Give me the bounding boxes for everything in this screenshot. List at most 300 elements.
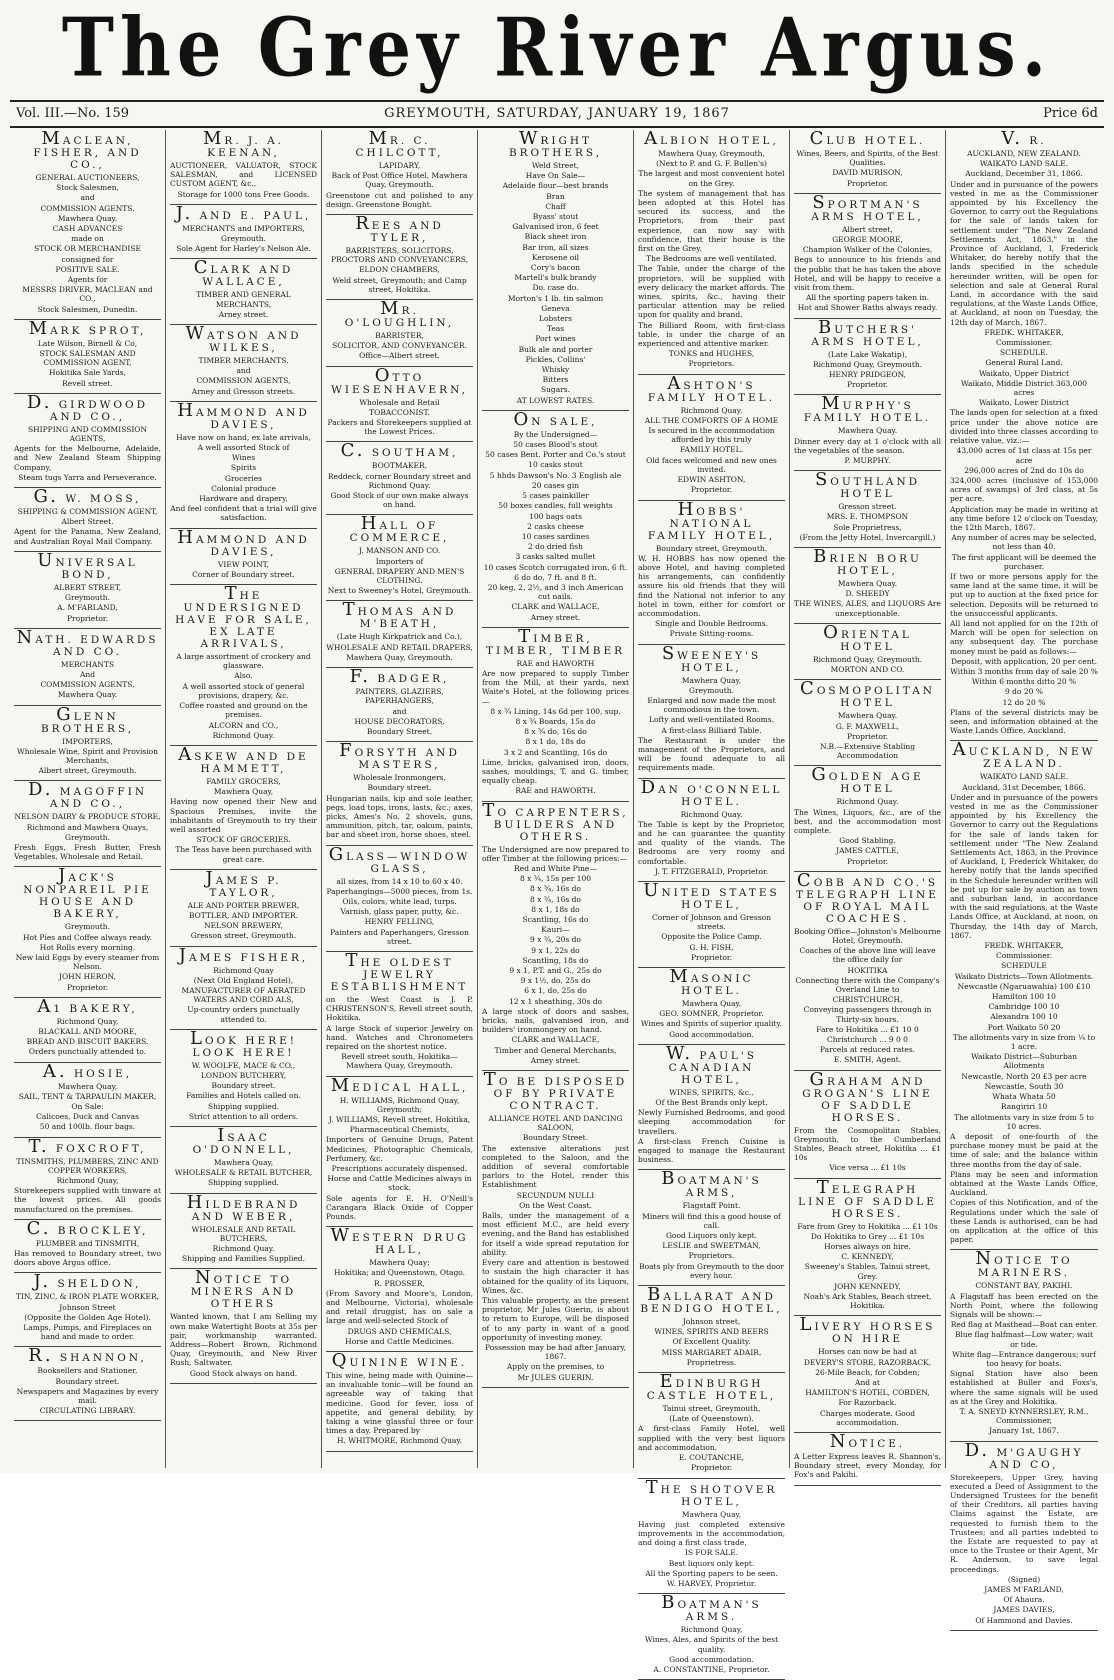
advertisement-heading: THOMAS AND M'BEATH,: [342, 599, 457, 631]
advertisement-line: The Billiard Room, with first-class table, is under the charge of an experienced and attentive marker.: [638, 320, 785, 349]
advertisement-line: Oils, colors, white lead, turps.: [342, 896, 457, 906]
advertisement-heading: JAMES P. TAYLOR,: [205, 867, 282, 899]
advertisement-line: HENRY PRIDGEON,: [828, 370, 907, 380]
advertisement-line: Under and in pursuance of the powers vested in me as the Commissioner appointed by his Excellency the Governor, to carry out the Regulations for the sale of lands taken for settlement under "The New Zealand Settlements Act, 1863," in the Province of Auckland, I, Frederick Whitaker, do hereby notify that the lands specified in the schedule hereunder written, will be open for selection and sale at General Rural Land, in accordance with the said regulations, at the Waste Lands Office, at Auckland, at noon on Tuesday, the 12th day of March, 1867.: [950, 179, 1098, 327]
advertisement-heading: V. R.: [1001, 128, 1047, 149]
advertisement-line: Waikato District—Suburban Allotments: [970, 1052, 1078, 1071]
advertisement-line: PLUMBER and TINSMITH,: [35, 1238, 140, 1248]
advertisement-line: Vice versa ... £1 10s: [829, 1163, 906, 1173]
advertisement-line: Port Waikato 50 20: [987, 1022, 1061, 1032]
advertisement-line: T. A. SNEYD KYNNERSLEY, R.M., Commissioner,: [959, 1406, 1089, 1426]
advertisement-heading: THE SHOTOVER HOTEL,: [645, 1476, 778, 1508]
advertisement-line: (Next to P. and G. F. Bullen's): [656, 159, 767, 169]
advertisement-line: A first-class Family Hotel, well supplied with the very best liquors and accommodation.: [638, 1424, 785, 1452]
advertisement-line: 9 x 1½, do, 25s do: [520, 976, 591, 986]
advertisement: [794, 869, 941, 1071]
advertisement-line: Balls, under the management of a most efficient M.C., are held every evening, and the Band has established for itself a wide spread reputation for ability.: [482, 1211, 629, 1257]
advertisement-line: Colonial produce: [211, 483, 276, 493]
advertisement-line: Proprietors.: [688, 1251, 735, 1261]
advertisement-line: By the Undersigned—: [513, 429, 598, 439]
advertisement-line: (Opposite the Golden Age Hotel).: [24, 1312, 151, 1322]
advertisement-line: Byass' stout: [532, 212, 579, 222]
advertisement-line: Dinner every day at 1 o'clock with all the vegetables of the season.: [794, 436, 941, 455]
advertisement-line: Greymouth.: [65, 922, 110, 932]
advertisement-line: Greymouth.: [221, 234, 266, 244]
advertisement-line: Wholesale Ironmongers,: [353, 773, 446, 783]
advertisement: [14, 130, 161, 320]
advertisement-line: 20 cases gin: [531, 480, 580, 490]
advertisement-line: Richmond Quay,: [56, 1176, 119, 1185]
advertisement-line: A. CONSTANTINE, Proprietor.: [653, 1664, 770, 1674]
advertisement-line: Boundary street, Greymouth.: [655, 543, 768, 553]
advertisement-line: Port wines: [535, 334, 576, 344]
advertisement-line: Proprietor.: [690, 485, 733, 495]
advertisement-line: WHOLESALE AND RETAIL BUTCHERS,: [191, 1224, 296, 1243]
advertisement-line: CIRCULATING LIBRARY.: [39, 1406, 136, 1416]
advertisement-line: 12 x 1 sheathing, 30s do: [508, 996, 603, 1006]
advertisement-heading: BRIEN BORU HOTEL,: [813, 546, 922, 578]
advertisement-line: CLARK and WALLACE,: [511, 1035, 600, 1045]
advertisement-line: and: [392, 706, 407, 716]
advertisement-line: Enlarged and now made the most commodious in the town.: [647, 695, 776, 715]
advertisement-line: Wholesale and Retail: [359, 397, 440, 407]
advertisement-line: GENERAL AUCTIONEERS,: [35, 173, 140, 182]
advertisement-line: Gresson street.: [838, 502, 897, 512]
advertisement-line: 8 x 1, 18s do: [531, 904, 580, 914]
advertisement: [170, 259, 317, 325]
advertisement-line: 8 x 1 do, 18s do: [525, 737, 586, 747]
advertisement-heading: GRAHAM AND GROGAN'S LINE OF SADDLE HORSES.: [802, 1068, 933, 1124]
advertisement-heading: W. PAUL'S CANADIAN HOTEL,: [665, 1042, 757, 1086]
advertisement-line: 9 x ¾, 20s do: [530, 935, 581, 945]
advertisement-line: Bitters: [542, 375, 569, 385]
advertisement-line: Coffee roasted and ground on the premises.: [179, 701, 308, 720]
advertisement-line: And feel confident that a trial will give satisfaction.: [170, 504, 317, 523]
advertisement: [326, 515, 473, 601]
advertisement-heading: R. SHANNON,: [28, 1345, 147, 1367]
advertisement-line: Coaches of the above line will leave the office daily for: [799, 946, 936, 965]
advertisement-line: Stock Salesmen,: [56, 183, 119, 193]
advertisement-line: DRUGS AND CHEMICALS,: [347, 1326, 452, 1336]
advertisement-heading: J. AND E. PAUL,: [175, 202, 312, 224]
advertisement-line: BARRISTERS, SOLICITORS, PROCTORS AND CONVEYANCERS,: [330, 246, 469, 265]
advertisement: [14, 626, 161, 706]
advertisement-heading: HALL OF COMMERCE,: [349, 513, 450, 545]
advertisement: [326, 130, 473, 215]
advertisement-line: Lobsters: [538, 314, 573, 324]
advertisement-line: Waikato, Middle District 363,000 acres: [960, 378, 1087, 398]
advertisement-line: made on: [71, 234, 104, 244]
advertisement-line: This valuable property, as the present proprietor, Mr Jules Guerin, is about to return to Europe, will be disposed of to any party in want of a good opportunity of investing money.: [482, 1295, 629, 1342]
advertisement-heading: MR. O'LOUGHLIN,: [344, 298, 455, 330]
advertisement-line: TOBACCONIST.: [369, 407, 430, 417]
advertisement-line: Hungarian nails, kip and sole leather, pegs, load tops, irons, lasts, &c.; axes, picks, Ames's No. 2 shovels, guns, ammunition, pitch, tar, oakum, paints, bar and sheet iron, horse shoes, steel.: [326, 793, 473, 840]
advertisement-line: Proprietor.: [690, 952, 733, 962]
advertisement-line: 50 and 100lb. flour bags.: [39, 1122, 136, 1132]
advertisement-line: Begs to announce to his friends and the public that he has taken the above Hotel, and will be happy to receive a visit from them.: [794, 255, 941, 293]
advertisement-line: Red and White Pine—: [514, 863, 597, 873]
advertisement-line: LESLIE and SWEETMAN,: [662, 1241, 761, 1251]
advertisement-line: J. MANSON AND CO.: [358, 546, 441, 556]
advertisement-line: JOHN KENNEDY,: [834, 1281, 901, 1291]
advertisement-line: (Late of Queenstown).: [669, 1414, 754, 1424]
advertisement-line: MESSRS DRIVER, MACLEAN and CO.,: [22, 285, 153, 304]
advertisement-line: HOKITIKA: [847, 965, 888, 975]
advertisement-line: SAIL, TENT & TARPAULIN MAKER,: [18, 1091, 157, 1101]
advertisement-line: 9 x 1, 22s do: [531, 945, 580, 955]
advertisement-line: Up-country orders punctually attended to.: [187, 1005, 300, 1024]
advertisement-line: NELSON BREWERY,: [204, 921, 283, 931]
advertisement-line: TIN, ZINC, & IRON PLATE WORKER,: [15, 1292, 160, 1302]
advertisement-line: Also,: [234, 671, 253, 681]
advertisement-line: 2 casks cheese: [527, 521, 584, 531]
advertisement: [482, 1071, 629, 1388]
issue-price: Price 6d: [1043, 106, 1098, 121]
advertisement-line: A large assortment of crockery and glassware.: [176, 652, 311, 671]
advertisement-line: MRS. E. THOMPSON: [826, 512, 909, 522]
newspaper-title: The Grey River Argus.: [61, 0, 1053, 96]
advertisement-line: SHIPPING & COMMISSION AGENT,: [17, 507, 158, 517]
advertisement-line: Richmond Quay.: [212, 1244, 275, 1253]
advertisement-line: on the West Coast is J. P. CHRISTENSON'S, Revell street south, Hokitika.: [326, 994, 473, 1023]
advertisement-line: Newspapers and Magazines by every mail.: [16, 1386, 159, 1406]
advertisement-line: Importers of: [375, 556, 424, 566]
advertisement-heading: NOTICE TO MINERS AND OTHERS: [190, 1267, 297, 1311]
advertisement-line: SHIPPING AND COMMISSION AGENTS,: [27, 424, 148, 444]
advertisement-line: C. KENNEDY,: [841, 1252, 894, 1262]
advertisement-line: Every care and attention is bestowed to sustain the high character it has obtained for the quality of its Liquors, Wines, &c.: [482, 1258, 629, 1295]
columns-container: [10, 128, 1104, 1674]
advertisement-line: CONSTANT BAY, PAKIHI.: [975, 1281, 1073, 1291]
advertisement: [794, 130, 941, 194]
advertisement-line: BARRISTER,: [375, 331, 424, 341]
advertisement-line: WINES, SPIRITS, &c.,: [669, 1087, 754, 1097]
advertisement: [482, 799, 629, 1071]
advertisement-line: Mawhera Quay, Greymouth,: [658, 149, 765, 158]
advertisement-line: FREDK. WHITAKER,: [984, 941, 1064, 951]
advertisement-line: ALE AND PORTER BREWER,: [187, 900, 300, 910]
advertisement-line: (Signed): [1007, 1574, 1041, 1584]
advertisement: [794, 471, 941, 548]
advertisement-line: 26-Mile Beach, for Cobden;: [815, 1367, 920, 1377]
advertisement-line: This wine, being made with Quinine—an invaluable tonic—will be found an agreeable way of taking that medicine. Good for fever, loss of appetite, and general debility, by taking a wine glassful three or four times a day. Prepared by: [326, 1371, 473, 1436]
advertisement-line: Boundary Street.: [522, 1133, 589, 1143]
advertisement-heading: ORIENTAL HOTEL: [823, 621, 912, 653]
advertisement-line: COMMISSION AGENTS,: [40, 680, 135, 690]
advertisement-line: On Sale:: [71, 1101, 104, 1111]
advertisement-line: H. WILLIAMS, Richmond Quay, Greymouth;: [339, 1095, 460, 1114]
advertisement-line: Proprietor.: [846, 731, 889, 741]
advertisement-line: BOTTLER, AND IMPORTER.: [188, 910, 299, 920]
advertisement-heading: MURPHY'S FAMILY HOTEL.: [803, 393, 932, 425]
advertisement-line: CLARK and WALLACE,: [511, 602, 600, 612]
advertisement-line: SECUNDUM NULLI: [516, 1190, 595, 1200]
advertisement-heading: HAMMOND AND DAVIES,: [177, 526, 310, 558]
advertisement-line: Horses always on hire.: [824, 1242, 911, 1251]
advertisement: [638, 879, 785, 968]
advertisement-heading: A. HOSIE,: [42, 1060, 133, 1082]
advertisement-line: 50 boxes candles, full weights: [498, 501, 613, 511]
advertisement-line: Paperhangings—5000 pieces, from 1s.: [326, 886, 473, 896]
advertisement-line: Hokitika; and Queenstown, Otago.: [333, 1268, 466, 1278]
advertisement-line: Have On Sale—: [525, 171, 586, 181]
advertisement: [326, 1227, 473, 1352]
advertisement-line: WHOLESALE AND RETAIL DRAPERS,: [326, 642, 473, 652]
advertisement-line: Richmond Quay.: [680, 405, 743, 415]
advertisement-line: A. M'FARLAND,: [57, 603, 118, 613]
advertisement: [14, 391, 161, 488]
advertisement-line: FAMILY HOTEL.: [680, 445, 743, 455]
advertisement-line: Blue flag halfmast—Low water; wait or tide.: [954, 1330, 1094, 1349]
advertisement-line: Horse and Cattle Medicines always in stock.: [327, 1174, 472, 1193]
advertisement-heading: F. BADGER,: [349, 666, 450, 688]
advertisement-heading: TIMBER, TIMBER, TIMBER: [485, 625, 626, 657]
advertisement-line: For Razorback.: [838, 1398, 897, 1408]
advertisement-line: The Undersigned are now prepared to offer Timber at the following prices:—: [482, 844, 629, 863]
advertisement: [14, 867, 161, 997]
advertisement-line: Proprietor.: [846, 178, 889, 188]
advertisement-line: Richmond Quay.: [680, 809, 743, 819]
advertisement: [170, 585, 317, 746]
advertisement-line: Good Stabling.: [839, 836, 896, 846]
advertisement-line: W. HARVEY, Proprietor.: [666, 1578, 757, 1588]
advertisement: [638, 372, 785, 501]
advertisement-line: ALBERT STREET,: [53, 582, 122, 592]
advertisement-line: Boundary street.: [211, 1081, 276, 1091]
advertisement-line: Richmond Quay, Greymouth.: [812, 359, 923, 369]
advertisement-line: Lamps, Pumps, and Fireplaces on hand and made to order.: [23, 1323, 152, 1342]
advertisement-line: All land not applied for on the 12th of March will be open for selection on any subsequent day. The purchase money must be paid as follows:—: [950, 618, 1098, 656]
advertisement-heading: THE OLDEST JEWELRY ESTABLISHMENT: [330, 949, 469, 993]
advertisement-line: BOOTMAKER,: [371, 461, 428, 471]
advertisement: [794, 548, 941, 624]
advertisement-line: A first-class French Cuisine is engaged to manage the Restaurant business.: [638, 1136, 785, 1165]
advertisement-line: G. F. MAXWELL,: [835, 721, 900, 731]
advertisement-line: Auckland, December 31, 1866.: [965, 169, 1083, 179]
advertisement-line: Good Liquors only kept.: [665, 1231, 758, 1241]
advertisement-line: 100 bags oats: [529, 511, 582, 521]
advertisement-line: The first applicant will be deemed the purchaser.: [951, 552, 1097, 571]
advertisement-line: J. WILLIAMS, Revell street, Hokitika,: [328, 1114, 471, 1124]
advertisement-line: Groceries: [224, 473, 262, 483]
advertisement-line: Wanted known, that I am Selling my own make Watertight Boots at 35s per pair, workmanship warranted. Address—Robert Brown, Richmond Quay, Greymouth, and New River Rush, Saltwater.: [170, 1312, 317, 1368]
advertisement-line: STOCK OF GROCERIES.: [196, 835, 291, 845]
advertisement-heading: COBB AND CO.'S TELEGRAPH LINE OF ROYAL MAIL COACHES.: [796, 869, 939, 925]
advertisement: [170, 202, 317, 260]
advertisement-line: The lands open for selection at a fixed price under the above notice are divided into three classes according to relative value, viz.:—: [950, 408, 1098, 446]
advertisement-line: GENERAL DRAPERY AND MEN'S CLOTHING.: [334, 566, 465, 586]
advertisement-heading: SOUTHLAND HOTEL: [814, 469, 921, 501]
advertisement: [14, 1217, 161, 1274]
advertisement-line: Richmond Quay,: [56, 1016, 119, 1026]
advertisement-line: H. WHITMORE, Richmond Quay.: [336, 1436, 463, 1446]
advertisement-line: Single and Double Bedrooms.: [655, 619, 768, 629]
advertisement-heading: THE UNDERSIGNED HAVE FOR SALE, EX LATE ARRIVALS,: [175, 583, 312, 651]
advertisement-line: Noah's Ark Stables, Beach street, Hokitika.: [803, 1292, 932, 1311]
advertisement-line: Pickles, Collins': [525, 354, 586, 364]
advertisement-line: Deposit, with application, 20 per cent.: [951, 656, 1097, 666]
advertisement-line: Fresh Eggs, Fresh Butter, Fresh Vegetables, Wholesale and Retail.: [14, 842, 161, 862]
advertisement-line: all sizes, from 14 x 10 to 60 x 40.: [336, 876, 463, 886]
advertisement-line: 10 cases Scotch corrugated iron, 6 ft.: [483, 562, 628, 572]
advertisement-line: Fare from Grey to Hokitika ... £1 10s: [797, 1221, 938, 1231]
advertisement-line: Corner of Johnson and Gresson streets.: [651, 912, 772, 932]
advertisement-line: Hot and Shower Baths always ready.: [797, 303, 938, 313]
advertisement-line: Any number of acres may be selected, not less than 40.: [951, 533, 1097, 552]
advertisement: [950, 1250, 1098, 1441]
advertisement-line: Boats ply from Greymouth to the door every hour.: [639, 1261, 784, 1280]
advertisement-line: Mawhera Quay.: [837, 579, 898, 589]
advertisement-line: RAE and HAWORTH.: [515, 786, 596, 796]
advertisement-line: Kauri—: [541, 925, 570, 935]
advertisement-line: Mawhera Quay, Greymouth.: [346, 652, 453, 662]
advertisement-line: Booksellers and Stationer,: [37, 1366, 138, 1376]
advertisement-heading: D. GIRDWOOD AND CO.,: [26, 391, 149, 423]
advertisement-heading: TELEGRAPH LINE OF SADDLE HORSES.: [798, 1176, 937, 1220]
advertisement-line: Within 3 months from day of sale 20 %: [950, 666, 1098, 676]
advertisement-line: The Bedrooms are well ventilated.: [646, 254, 777, 264]
advertisement-line: 8 x ¾, 16s do: [530, 894, 581, 904]
newspaper-column-7: [946, 128, 1102, 1625]
advertisement: [326, 300, 473, 367]
advertisement-heading: HAMMOND AND DAVIES,: [177, 399, 310, 431]
advertisement-heading: AUCKLAND, NEW ZEALAND.: [952, 739, 1096, 771]
advertisement: [326, 601, 473, 668]
advertisement-line: Galvanised iron, 6 feet: [512, 222, 599, 232]
advertisement: [794, 1433, 941, 1486]
advertisement: [170, 1027, 317, 1127]
advertisement: [14, 549, 161, 629]
advertisement-line: Adelaide flour—best brands: [502, 181, 609, 191]
advertisement-line: Possession may be had after January, 1867.: [484, 1342, 627, 1362]
advertisement-line: A large stock of doors and sashes, bricks, nails, galvanised iron, and builders' ironmongery on hand.: [482, 1006, 629, 1035]
advertisement: [638, 1170, 785, 1286]
advertisement-heading: ASKEW AND DE HAMMETT,: [178, 743, 309, 775]
advertisement-line: Hokitika Sale Yards,: [48, 368, 127, 378]
advertisement-line: Johnson street,: [682, 1317, 741, 1327]
advertisement: [14, 488, 161, 552]
advertisement: [638, 1373, 785, 1478]
advertisement-line: Next to Sweeney's Hotel, Greymouth.: [327, 586, 472, 596]
advertisement-line: If two or more persons apply for the same land at the same time, it will be put up to auction at the fixed price for selection. Deposits will be returned to the unsuccessful applicants.: [950, 571, 1098, 618]
advertisement-line: 50 cases Blood's stout: [513, 440, 598, 450]
advertisement-line: Of Ahaura.: [1003, 1595, 1045, 1605]
advertisement-line: GEORGE MOORE,: [832, 235, 903, 245]
advertisement-line: 9 x 1, P.T. and G., 25s do: [509, 966, 602, 976]
advertisement-line: Under and in pursuance of the powers vested in me as the Commissioner appointed by his Excellency the Governor to carry out the Regulations for the sale of lands taken for settlement under "The New Zealand Settlements Act, 1863, in the Province of Auckland, I, Frederick Whitaker, do hereby notify that the lands specified in the Schedule hereunder written will be put up for sale by auction as town and suburban land, in accordance with the said regulations, at the Waste Lands Office, at Auckland, at noon, on Thursday, the 14th day of March, 1867.: [950, 792, 1098, 940]
advertisement-line: Shipping supplied.: [207, 1101, 280, 1111]
advertisement-line: Johnson Street: [59, 1302, 116, 1312]
advertisement-line: Whata Whata 50: [992, 1092, 1056, 1102]
advertisement-line: Lofty and well-ventilated Rooms.: [648, 715, 775, 725]
advertisement: [170, 130, 317, 205]
advertisement-line: Sole Agent for Harley's Nelson Ale.: [176, 244, 311, 254]
advertisement-heading: J. SHELDON,: [33, 1271, 142, 1293]
advertisement: [326, 442, 473, 515]
advertisement: [14, 317, 161, 394]
advertisement-line: Wines and Spirits of superior quality.: [640, 1019, 783, 1029]
advertisement-line: January 1st, 1867.: [989, 1426, 1059, 1436]
advertisement-line: WINES, SPIRITS AND BEERS: [654, 1327, 769, 1337]
advertisement-line: Richmond Quay.: [212, 730, 275, 740]
advertisement-line: 324,000 acres (inclusive of 153,000 acres of swamps) of 3rd class, at 5s per acre.: [950, 475, 1098, 504]
advertisement-line: Miners will find this a good house of call.: [642, 1211, 781, 1230]
advertisement-line: Richmond Quay.: [836, 797, 899, 807]
advertisement-line: Albert street, Greymouth.: [38, 766, 137, 776]
masthead: [0, 0, 1114, 96]
advertisement-line: Martell's bulk brandy: [514, 273, 597, 283]
advertisement-line: Scantling, 16s do: [522, 915, 589, 924]
advertisement-heading: A1 BAKERY,: [37, 995, 138, 1017]
advertisement-line: Horse and Cattle Medicines.: [345, 1336, 454, 1346]
advertisement-line: Waikato, Upper District: [978, 368, 1070, 378]
advertisement-line: HOUSE DECORATORS,: [354, 716, 445, 726]
advertisement-line: Bulk ale and porter: [518, 344, 593, 354]
advertisement-heading: BUTCHERS' ARMS HOTEL,: [811, 316, 924, 348]
advertisement-line: PAINTERS, GLAZIERS, PAPERHANGERS,: [355, 687, 444, 706]
advertisement-line: Richmond Quay,: [680, 1625, 743, 1635]
advertisement-heading: UNITED STATES HOTEL,: [643, 879, 780, 911]
advertisement-line: MISS MARGARET ADAIR,: [661, 1347, 762, 1357]
advertisement: [14, 995, 161, 1063]
advertisement-line: Proprietor.: [690, 1463, 733, 1473]
advertisement: [170, 399, 317, 529]
advertisement-line: Of the Best Brands only kept.: [655, 1098, 768, 1108]
advertisement-line: Good Stock of our own make always on hand.: [330, 491, 469, 510]
advertisement-line: (From Savory and Moore's, London, and Melbourne, Victoria), wholesale and retail druggist, has on sale a large and well-selected Stock of: [326, 1288, 473, 1326]
advertisement-heading: MARK SPROT,: [28, 317, 147, 339]
advertisement-line: MANUFACTURER OF AERATED WATERS AND CORD ALS,: [181, 985, 306, 1005]
volume-number: Vol. III.—No. 159: [16, 106, 130, 121]
advertisement-line: and: [236, 366, 251, 376]
advertisement-line: MERCHANTS: [60, 659, 115, 669]
advertisement-heading: LOOK HERE! LOOK HERE!: [190, 1027, 297, 1059]
advertisement-line: General Rural Land.: [985, 358, 1063, 368]
advertisement-line: Mawhera Quay,: [213, 1157, 274, 1167]
advertisement: [326, 742, 473, 845]
advertisement-line: Hot Pies and Coffee always ready.: [22, 932, 153, 942]
advertisement-line: Corner of Boundary street.: [192, 569, 295, 579]
advertisement-line: W. H. HOBBS has now opened the above Hotel, and having completed his arrangements, can confidently assure his old friends that they will find the National not inferior to any hotel in town, either for comfort or accommodation.: [638, 553, 785, 618]
advertisement-line: HAMILTON'S HOTEL, COBDEN,: [805, 1388, 930, 1398]
advertisement-heading: MR. J. A. KEENAN,: [202, 128, 284, 159]
advertisement-line: Mawhera Quay,: [57, 1081, 118, 1091]
advertisement-line: Christchurch ... 9 0 0: [827, 1034, 908, 1044]
advertisement-line: Importers of Genuine Drugs, Patent Medicines, Photographic Chemicals, Perfumery, &c.: [326, 1135, 473, 1163]
advertisement-line: Is secured in the accommodation afforded by this truly: [648, 426, 775, 445]
advertisement-line: Conveying passengers through in Thirty-six hours.: [803, 1005, 932, 1024]
advertisement-line: DAVID MURISON,: [832, 168, 903, 178]
advertisement: [794, 395, 941, 471]
advertisement-line: 8 x ¾ Boards, 15s do: [515, 716, 596, 726]
advertisement-line: 6 do do, 7 ft. and 8 ft.: [514, 572, 597, 582]
advertisement: [638, 130, 785, 375]
advertisement-line: P. MURPHY.: [844, 456, 891, 466]
advertisement-heading: FORSYTH AND MASTERS,: [339, 740, 460, 772]
advertisement-heading: G. W. MOSS,: [33, 486, 142, 508]
advertisement-line: MORTON AND CO.: [830, 665, 905, 675]
advertisement-line: Good Stock always on hand.: [189, 1368, 298, 1378]
advertisement-line: Champion Walker of the Colonies,: [802, 245, 933, 255]
advertisement-line: Having just completed extensive improvements in the accommodation, and doing a first class trade,: [638, 1519, 785, 1548]
advertisement-heading: GOLDEN AGE HOTEL: [811, 764, 924, 796]
advertisement-line: FREDK. WHITAKER,: [984, 327, 1064, 337]
advertisement-line: EDWIN ASHTON,: [677, 475, 746, 485]
advertisement: [170, 325, 317, 402]
advertisement-line: Richmond and Mawhera Quays,: [26, 822, 149, 832]
advertisement-heading: GLENN BROTHERS,: [40, 703, 135, 735]
advertisement-line: Prescriptions accurately dispensed.: [331, 1164, 468, 1173]
